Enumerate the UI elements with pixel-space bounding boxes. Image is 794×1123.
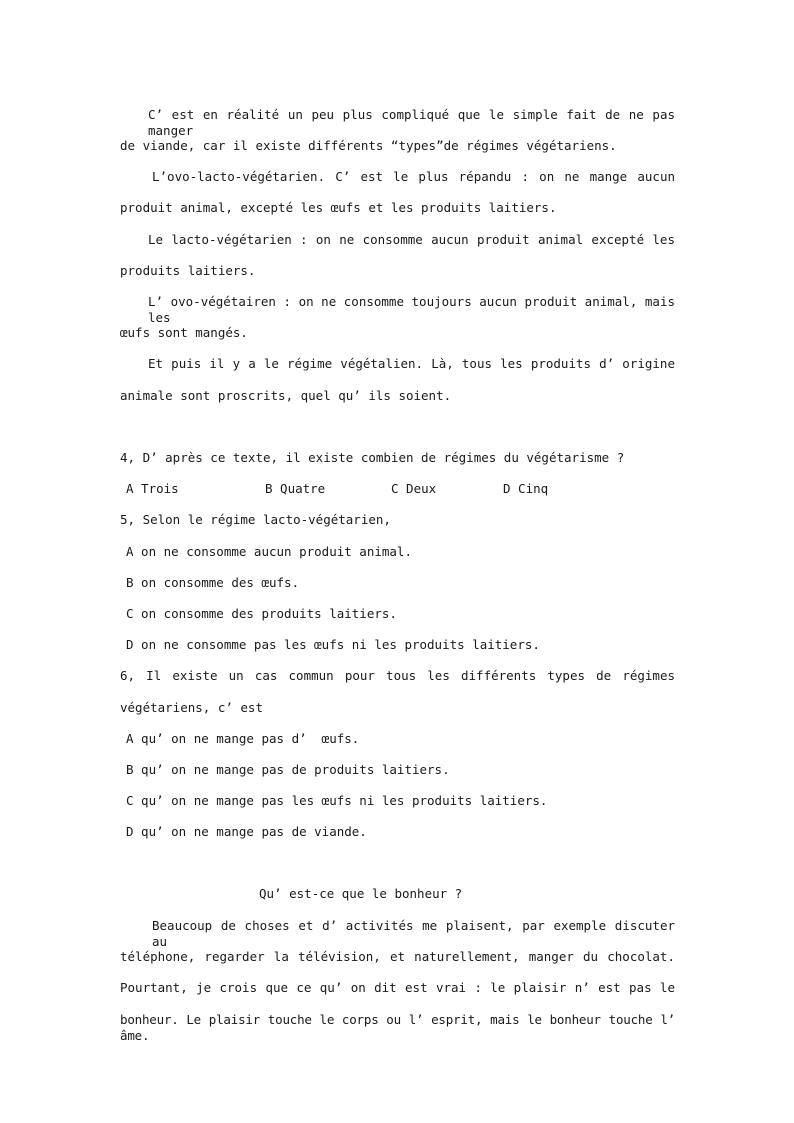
- paragraph-line: bonheur. Le plaisir touche le corps ou l’ esprit, mais le bonheur touche l’ âme.: [120, 1012, 675, 1043]
- paragraph-line: produit animal, excepté les œufs et les produits laitiers.: [120, 200, 557, 215]
- paragraph-line: Pourtant, je crois que ce qu’ on dit est vrai : le plaisir n’ est pas le: [120, 980, 675, 995]
- choice-d: D Cinq: [503, 481, 549, 496]
- choice-b: B Quatre: [265, 481, 326, 496]
- question-stem: végétariens, c’ est: [120, 700, 263, 715]
- choice-c: C Deux: [391, 481, 437, 496]
- option-d: D qu’ on ne mange pas de viande.: [126, 824, 367, 839]
- paragraph-line: œufs sont mangés.: [120, 325, 248, 340]
- option-c: C on consomme des produits laitiers.: [126, 606, 397, 621]
- question-stem: 4, D’ après ce texte, il existe combien de régimes du végétarisme ?: [120, 450, 625, 465]
- option-d: D on ne consomme pas les œufs ni les produits laitiers.: [126, 637, 540, 652]
- paragraph-line: animale sont proscrits, quel qu’ ils soient.: [120, 388, 452, 403]
- question-stem: 6, Il existe un cas commun pour tous les différents types de régimes: [120, 668, 675, 683]
- paragraph-line: téléphone, regarder la télévision, et naturellement, manger du chocolat.: [120, 949, 675, 964]
- question-stem: 5, Selon le régime lacto-végétarien,: [120, 512, 391, 527]
- choice-a: A Trois: [126, 481, 179, 496]
- paragraph-line: L’ ovo-végétairen : on ne consomme toujours aucun produit animal, mais les: [148, 294, 675, 325]
- paragraph-line: de viande, car il existe différents “types”de régimes végétariens.: [120, 138, 617, 153]
- passage-title: Qu’ est-ce que le bonheur ?: [259, 886, 463, 901]
- option-a: A on ne consomme aucun produit animal.: [126, 544, 412, 559]
- option-b: B on consomme des œufs.: [126, 575, 300, 590]
- paragraph-line: Le lacto-végétarien : on ne consomme aucun produit animal excepté les: [148, 232, 675, 247]
- option-a: A qu’ on ne mange pas d’ œufs.: [126, 731, 360, 746]
- paragraph-line: Beaucoup de choses et d’ activités me plaisent, par exemple discuter au: [152, 918, 675, 949]
- paragraph-line: C’ est en réalité un peu plus compliqué que le simple fait de ne pas manger: [148, 107, 675, 138]
- paragraph-line: Et puis il y a le régime végétalien. Là, tous les produits d’ origine: [148, 356, 675, 371]
- option-b: B qu’ on ne mange pas de produits laitiers.: [126, 762, 450, 777]
- paragraph-line: produits laitiers.: [120, 263, 256, 278]
- paragraph-line: L’ovo-lacto-végétarien. C’ est le plus répandu : on ne mange aucun: [152, 169, 675, 184]
- option-c: C qu’ on ne mange pas les œufs ni les produits laitiers.: [126, 793, 548, 808]
- inline-choices: [126, 481, 548, 497]
